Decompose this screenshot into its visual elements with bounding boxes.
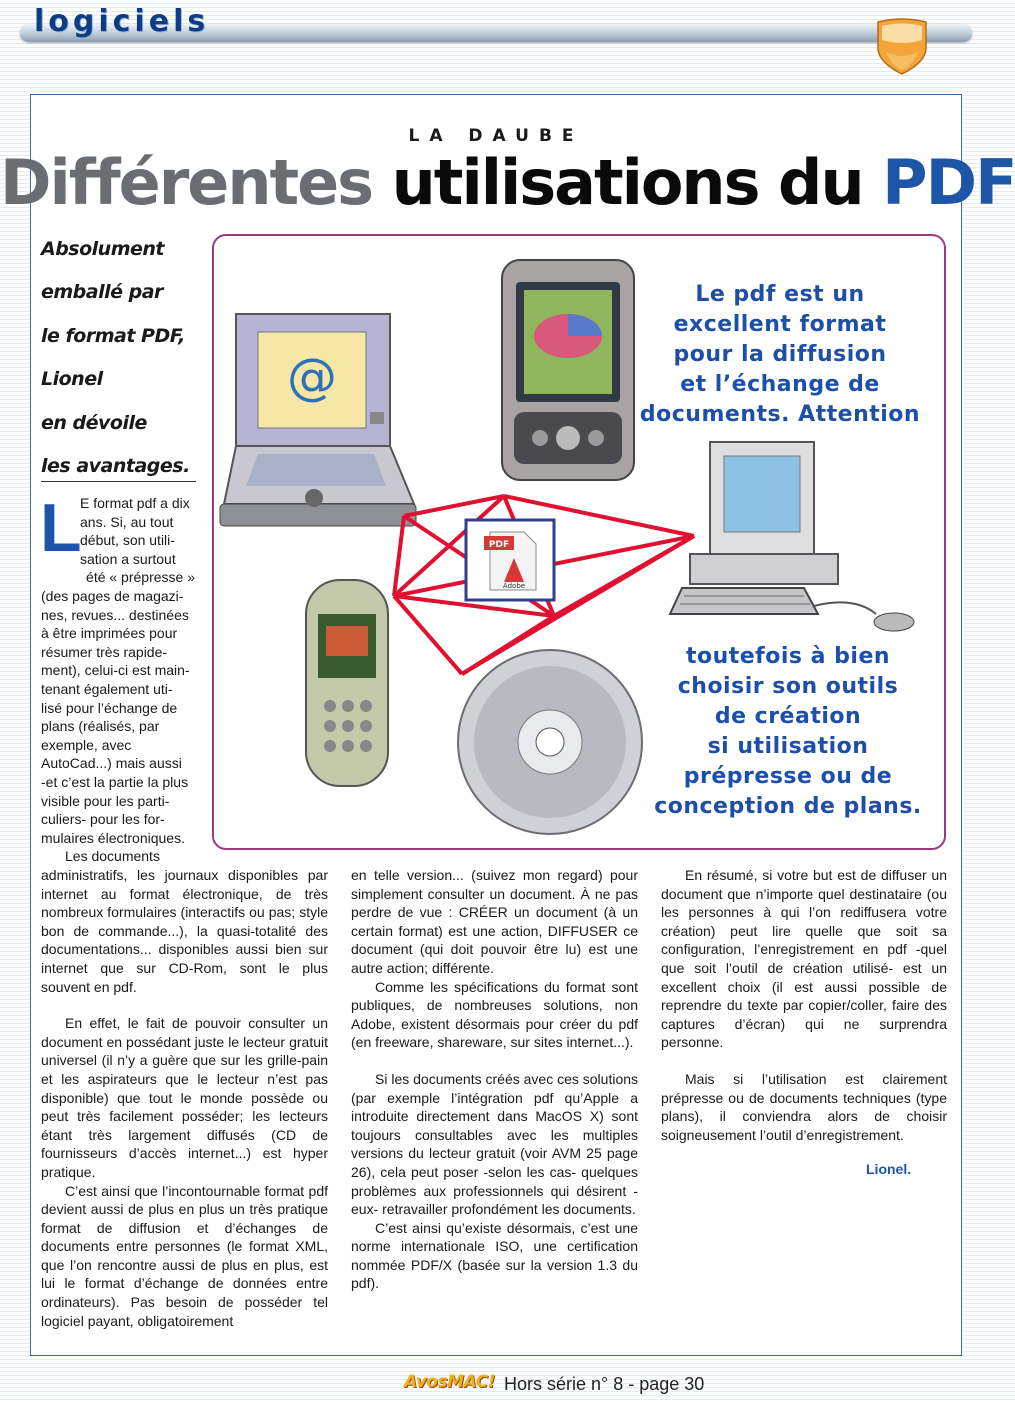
caption-top-line: documents. Attention <box>639 402 921 427</box>
author-signature: Lionel. <box>866 1161 912 1177</box>
text-line: à être imprimées pour <box>41 625 178 642</box>
text-line: tenant également uti- <box>41 680 173 697</box>
title-part-2: utilisations du <box>391 146 863 219</box>
mobile-phone-icon <box>306 580 388 786</box>
caption-top <box>630 280 930 430</box>
column-2 <box>351 866 638 1293</box>
title-part-1: Différentes <box>0 146 373 219</box>
caption-bottom-line: de création <box>714 704 862 729</box>
paragraph: En effet, le fait de pouvoir consulter un document en possédant juste le lecteur gratuit universel (il n’y a guère que sur les grille-pain et les aspirateurs que le lecteur n’est pas disponible) que tout le monde possède ou peut très facilement posséder; les lecteurs étant très largement diffusés (CD de fournisseurs d’accès internet...) est hyper pratique. <box>41 1015 328 1180</box>
text-line: mulaires électroniques. <box>41 829 185 846</box>
text-line: résumer très rapide- <box>41 643 168 660</box>
paragraph <box>661 1070 947 1145</box>
caption-bottom-line: conception de plans. <box>654 794 922 819</box>
column-3 <box>661 866 947 1145</box>
paragraph: C’est ainsi que l’incontournable format pdf devient aussi de plus en plus un très pratique format de diffusion et d’échanges de documents entre personnes (le format XML, que l’on rencontre aussi de plus en plus, est lui le format d’échange de données entre ordinateurs). Pas besoin de posséder tel logiciel payant, obligatoirement <box>41 1182 328 1329</box>
lead-line: emballé par <box>41 281 163 304</box>
shield-emblem <box>872 16 932 76</box>
lead-line: Absolument <box>41 238 164 260</box>
pda-icon <box>502 260 634 480</box>
paragraph: en telle version... (suivez mon regard) pour simplement consulter un document. À ne pas perdre de vue : CRÉER un document (à un certain format) est une action, DIFFUSER ce document (qui doit pouvoir être lu) est une autre action; différente. <box>351 867 638 976</box>
caption-bottom <box>630 642 946 822</box>
desktop-computer-icon <box>670 442 914 631</box>
text-line: début, son utili- <box>80 532 175 549</box>
lead-line: le format PDF, <box>41 324 185 347</box>
paragraph: administratifs, les journaux disponibles par internet au format électronique, de très nombreux formulaires (interactifs ou pas; style bon de commande...), la quasi-totalité des documentations... disponibles aussi bien sur internet que sur CD-Rom, sont le plus souvent en pdf. <box>41 867 328 995</box>
at-symbol: @ <box>287 348 337 406</box>
text-line: E format pdf a dix <box>80 495 190 511</box>
caption-bottom-line: si utilisation <box>707 734 869 759</box>
text-line: Les documents <box>65 848 160 865</box>
text-line: AutoCad...) mais aussi <box>41 755 182 772</box>
text-line: ans. Si, au tout <box>80 513 174 530</box>
caption-top-line: pour la diffusion <box>673 342 887 367</box>
pdf-label: PDF <box>488 540 510 550</box>
article-title <box>0 146 1015 219</box>
paragraph: Comme les spécifications du format sont publiques, de nombreuses solutions, non Adobe, existent désormais pour créer du pdf (en freeware, shareware, sur sites internet...). <box>351 978 638 1051</box>
paragraph-text: Mais si l’utilisation est clairement prépresse ou de documents techniques (type plans), il conviendra alors de choisir soigneusement l’outil d’enregistrement. <box>661 1070 947 1143</box>
caption-top-line: et l’échange de <box>680 372 880 397</box>
text-line: sation a surtout <box>80 550 176 567</box>
text-line: nes, revues... destinées <box>41 606 189 623</box>
caption-top-line: excellent format <box>673 312 887 337</box>
section-title: logiciels <box>34 4 210 39</box>
lead-line: les avantages. <box>41 454 190 477</box>
article-kicker: LA DAUBE <box>408 126 584 146</box>
title-part-3: PDF <box>882 146 1015 219</box>
text-line: lisé pour l’échange de <box>41 699 178 716</box>
caption-bottom-line: prépresse ou de <box>683 764 893 789</box>
caption-bottom-line: toutefois à bien <box>685 644 891 669</box>
lead-line: Lionel <box>41 368 103 391</box>
adobe-label: Adobe <box>502 582 526 590</box>
paragraph: Si les documents créés avec ces solutions (par exemple l’intégration pdf qu’Apple a introduite directement dans MacOS X) sont toujours consultables avec les multiples versions du lecteur gratuit (voir AVM 25 page 26), cela peut poser -selon les cas- quelques problèmes aux professionnels qui désirent -eux- retravailler profondément les documents. <box>351 1070 639 1218</box>
text-line: culiers- pour les for- <box>41 811 165 828</box>
caption-bottom-line: choisir son outils <box>677 674 899 699</box>
lead-line: en dévoile <box>41 411 147 434</box>
text-line: exemple, avec <box>41 736 132 753</box>
text-line: plans (réalisés, par <box>41 718 160 735</box>
cd-icon <box>458 650 642 834</box>
page-number: Hors série n° 8 - page 30 <box>504 1374 705 1394</box>
col1-wrap-top <box>80 494 195 587</box>
magazine-logo: AvosMAC! <box>404 1372 495 1392</box>
text-line: visible pour les parti- <box>41 792 170 809</box>
pdf-illustration <box>212 234 946 850</box>
lead-divider <box>41 481 196 482</box>
column-1 <box>41 866 328 1330</box>
paragraph: C’est ainsi qu’existe désormais, c’est une norme internationale ISO, une certification nommée PDF/X (basée sur la version 1.3 du pdf). <box>351 1219 638 1292</box>
text-line: (des pages de magazi- <box>41 588 184 604</box>
paragraph: En résumé, si votre but est de diffuser un document que n’importe quel destinataire (ou les personnes à qui l’on rediffusera votre création) peut lire quelle que soit sa configuration, l’enregistrement en pdf -quel que soit l’outil de création utilisé- est un excellent choix (il est aussi possible de reprendre du texte par copier/coller, faire des captures d’écran) qui ne surprendra personne. <box>661 867 947 1051</box>
text-line: été « prépresse » <box>86 569 195 586</box>
article-lead <box>41 236 201 496</box>
pdf-document-icon <box>466 520 554 600</box>
drop-cap: L <box>40 490 82 566</box>
col1-wrap-middle <box>41 587 195 866</box>
caption-top-line: Le pdf est un <box>695 282 865 307</box>
laptop-icon <box>220 314 416 526</box>
text-line: ment), celui-ci est main- <box>41 662 190 679</box>
text-line: -et c’est la partie la plus <box>41 773 189 790</box>
